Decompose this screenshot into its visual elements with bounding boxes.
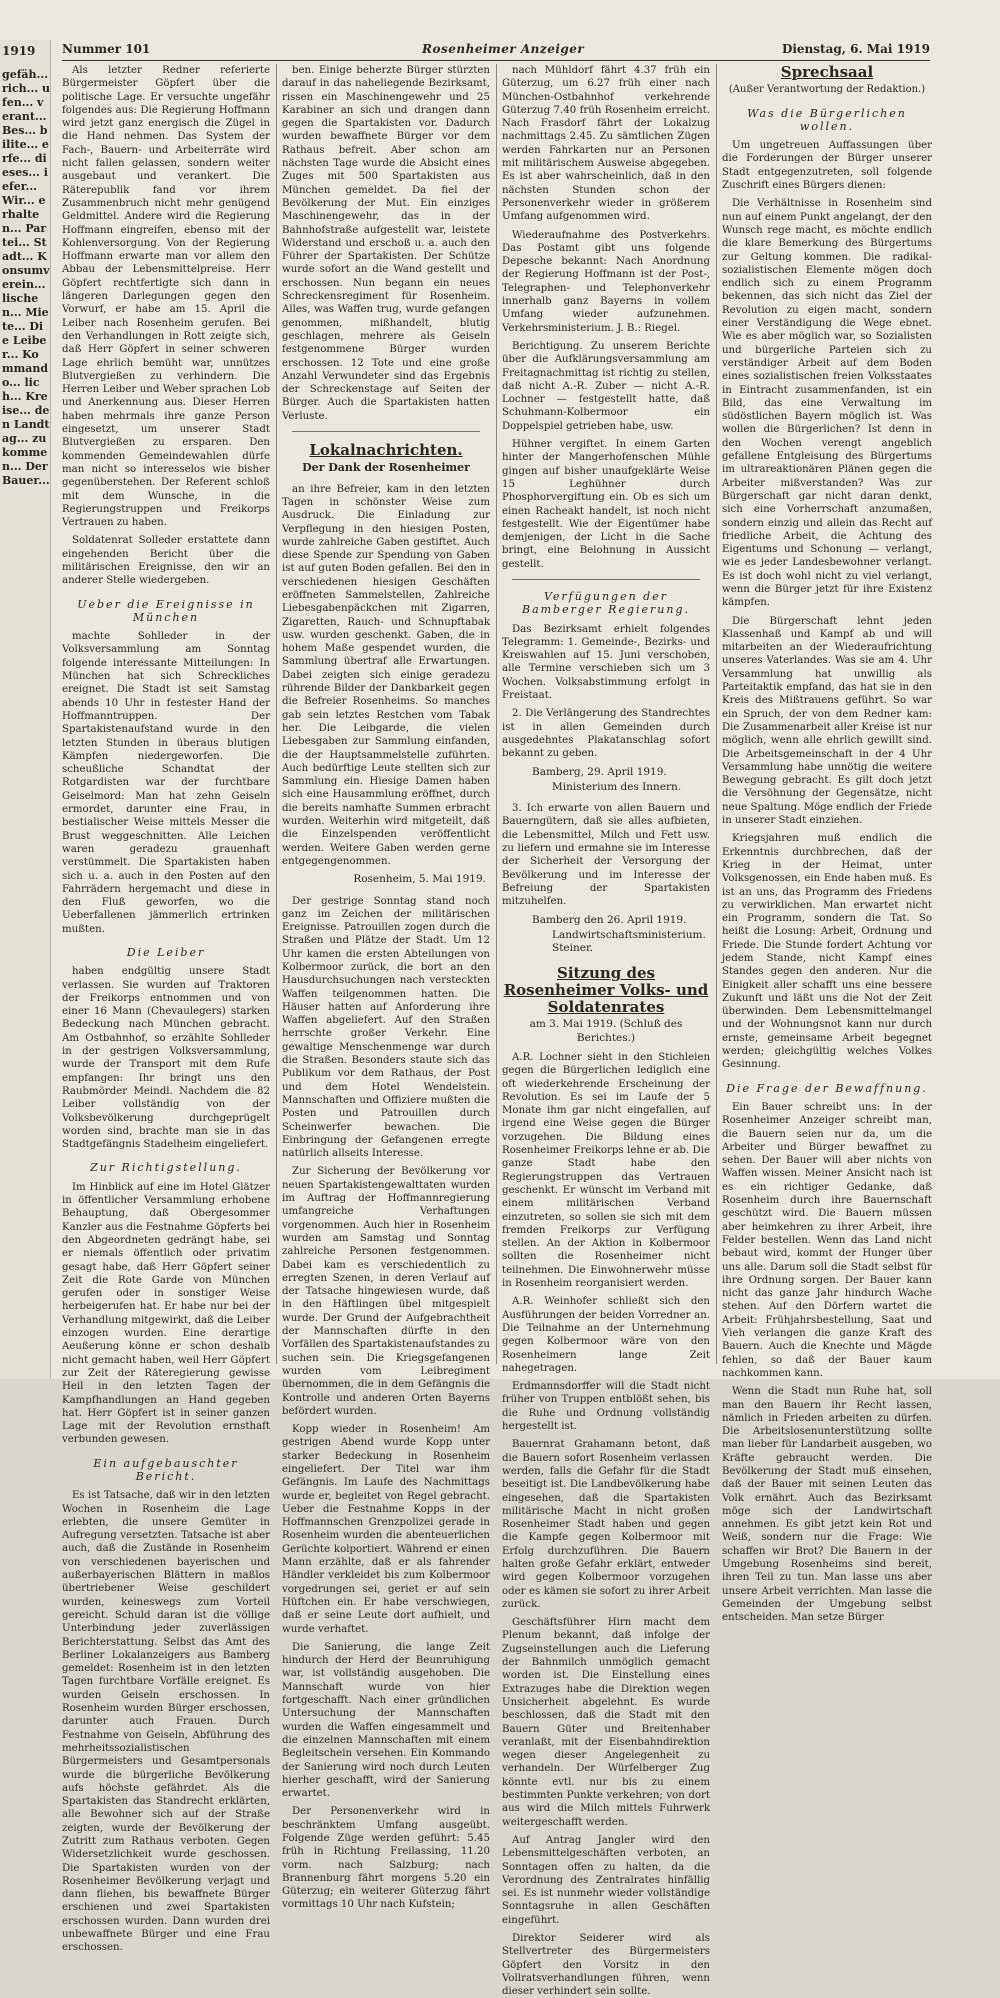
divider: [512, 579, 700, 580]
article-paragraph: Erdmannsdorffer will die Stadt nicht früher von Truppen entblößt sehen, bis die Ruhe und Ordnung vollständig hergestellt ist.: [502, 1381, 710, 1433]
article-paragraph: 2. Die Verlängerung des Standrechtes ist in allen Gemeinden durch ausgedehntes Plakatanschlag sofort bekannt zu geben.: [502, 708, 710, 760]
column-rule: [716, 64, 717, 1364]
article-paragraph: Zur Sicherung der Bevölkerung vor neuen Spartakistengewalttaten wurden im Auftrag der Hoffmannregierung umfangreiche Verhaftungen vorgenommen. Auch hier in Rosenheim wurden am Samstag und Sonntag zahlreiche Personen festgenommen. Dabei kam es verschiedentlich zu erregten Szenen, in deren Verlauf auf der Tatsache hingewiesen wurde, daß in den Häftlingen übel mitgespielt wurde. Der Grund der Aufgebrachtheit der Mannschaften dürfte in den Vorfällen des Spartakistenaufstandes zu suchen sein. Die Kriegsgefangenen wurden vom Leibregiment übernommen, die in dem Gefängnis die Kontrolle und anderen Orten Bayerns befördert wurden.: [282, 1166, 490, 1417]
article-paragraph: A.R. Weinhofer schließt sich den Ausführungen der beiden Vorredner an. Die Teilnahme an der Unternehmung gegen Kolbermoor wäre von den Rosenheimern lange Zeit nahegetragen.: [502, 1296, 710, 1374]
article-paragraph: Soldatenrat Solleder erstattete dann eingehenden Bericht über die militärischen Ereignisse, den wir an anderer Stelle wiedergeben.: [62, 535, 270, 587]
article-paragraph: Im Hinblick auf eine im Hotel Glätzer in öffentlicher Versammlung erhobene Behauptung, daß Obergesommer Kanzler aus die Festnahme Göpferts bei den Abgeordneten gedrängt habe, sei er niemals öffentlich oder privatim gesagt habe, daß Herr Göpfert seiner Zeit die Rote Garde von München gerufen oder in sonstiger Weise herbeigerufen hat. Er habe nur bei der Verhandlung mitgewirkt, daß die Leiber einzogen wurden. Eine derartige Aeußerung könne er schon deshalb nicht gemacht haben, weil Herr Göpfert zur Zeit der Räteregierung gewisse Heil in den letzten Tagen der Kampfhandlungen an Hand gegeben hat. Herr Göpfert ist in seiner ganzen Lage mit der Revolution ernsthaft verbunden gewesen.: [62, 1181, 270, 1446]
article-paragraph: an ihre Befreier, kam in den letzten Tagen in schönster Weise zum Ausdruck. Die Einladung zur Verpflegung in den hiesigen Posten, wurde zahlreiche Gaben gestiftet. Auch diese Spende zur Spendung von Gaben ist auf guten Boden gefallen. Bei den in verschiedenen hiesigen Geschäften eröffneten Sammelstellen, Zahlreiche Liebesgabenpäckchen mit Zigarren, Zigaretten, Rauch- und Schnupftabak usw. wurden geschenkt. Gaben, die in hohem Maße gespendet wurden, die Sammlung übertraf alle Erwartungen. Dabei zeigten sich einige geradezu rührende Bilder der Dankbarkeit gegen die Befreier Rosenheims. So manches gab sein letztes Restchen vom Tabak her. Die Leibgarde, die vielen Liebesgaben zur Sammlung einfanden, die der Hauptsammelstelle zuführten. Auch bedürftige Leute stellten sich zur Sammlung ein. Hiesige Damen haben sich eine Hausammlung eröffnet, durch die bereits namhafte Summen erbracht wurden. Weiterhin wird mitgeteilt, daß die Einzelspenden veröffentlicht werden. Weitere Gaben werden gerne entgegengenommen.: [282, 483, 490, 867]
column-rule: [276, 64, 277, 1364]
article-paragraph: machte Sohlleder in der Volksversammlung am Sonntag folgende interessante Mitteilungen: In München hat sich Schreckliches ereignet. Die Stadt ist seit Samstag abends 10 Uhr in festester Hand der Hoffmanntruppen. Der Spartakistenaufstand wurde in den letzten Stunden in überaus blutigen Kämpfen niedergeworfen. Die scheußliche Schandtat der Rotgardisten war der furchtbare Geiselmord: Man hat zehn Geiseln ermordet, darunter eine Frau, in bestialischer Weise mittels Messer die Brust weggeschnitten. Alle Leichen waren geradezu grauenhaft verstümmelt. Die Spartakisten haben sich u. a. auch in den Posten auf den Fahrrädern hergemacht und diese in den Fluß geworfen, wo die Ueberfallenen jämmerlich ertrinken mußten.: [62, 631, 270, 935]
previous-page-fragment: gefäh... rich... ufen... verant... Bes... bilite... erfe... dieses... iefer... Wir... erhalten... Partei... Stadt... Konsumverein... lischen... Miete... Die Leiber... Kommando... lich... Kreise... den Landtag... zu kommen... Der Bauer...: [2, 68, 50, 487]
article-paragraph: Wiederaufnahme des Postverkehrs. Das Postamt gibt uns folgende Depesche bekannt: Nach Anordnung der Regierung Hoffmann ist der Post-, Telegraphen- und Telephonverkehr innerhalb ganz Bayerns in vollem Umfang wieder aufzunehmen. Verkehrsministerium. J. B.: Riegel.: [502, 229, 710, 334]
article-paragraph: Um ungetreuen Auffassungen über die Forderungen der Bürger unserer Stadt entgegenzutreten, soll folgende Zuschrift eines Bürgers dienen:: [722, 140, 932, 192]
dateline: Rosenheim, 5. Mai 1919.: [353, 873, 486, 886]
article-paragraph: Berichtigung. Zu unserem Berichte über die Aufklärungsversammlung am Freitagnachmittag ist richtig zu stellen, daß nicht A.-R. Zuber — nicht A.-R. Lochner — festgestellt hatte, daß Schuhmann-Kolbermoor ein Doppelspiel getrieben habe, usw.: [502, 340, 710, 432]
column-3: [502, 64, 710, 1998]
column-4: [722, 63, 932, 1624]
article-paragraph: ben. Einige beherzte Bürger stürzten darauf in das naheliegende Bezirksamt, rissen ein Maschinengewehr und 25 Karabiner an sich und drangen dann gegen die Spartakisten vor. Dadurch wurden bewaffnete Bürger vor dem Rathaus befreit. Aber schon am nächsten Tage wurde die Absicht eines Zuges mit 500 Spartakisten aus München gemeldet. Da fiel der Bevölkerung der Mut. Ein einziges Maschinengewehr, das in der Bahnhofstraße aufgestellt war, leistete Widerstand und erschoß u. a. auch den Führer der Spartakisten. Der Schütze wurde sofort an die Wand gestellt und erschossen. Nun begann ein neues Schreckensregiment für Rosenheim. Alles, was Waffen trug, wurde gefangen genommen, mißhandelt, blutig geschlagen, mehrere als Geiseln festgenommene Bürger wurden erschossen. 12 Tote und eine große Anzahl Verwundeter sind das Ergebnis der Schreckenstage auf Seiten der Bürger. Auch die Spartakisten hatten Verluste.: [282, 65, 490, 422]
article-paragraph: 3. Ich erwarte von allen Bauern und Bauerngütern, daß sie alles aufbieten, die Lebensmittel, Milch und Fett usw. zu liefern und ermahne sie im Interesse der Sicherheit der Versorgung der Bevölkerung und im Interesse der Befreiung der Spartakisten mitzuhelfen.: [502, 803, 710, 908]
article-paragraph: Das Bezirksamt erhielt folgendes Telegramm: 1. Gemeinde-, Bezirks- und Kreiswahlen auf 15. Juni verschoben, alle Termine verschieben sich um 3 Wochen. Volksabstimmung erfolgt in Freistaat.: [502, 623, 710, 702]
section-heading: Die Frage der Bewaffnung.: [726, 1081, 928, 1095]
article-paragraph: Es ist Tatsache, daß wir in den letzten Wochen in Rosenheim die Lage erlebten, die unsere Gemüter in Aufregung versetzten. Tatsache ist aber auch, daß die Zustände in Rosenheim von verschiedenen bayerischen und außerbayerischen Blättern in maßlos übertriebener Weise geschildert wurden, keineswegs zum Vorteil gereicht. Schuld daran ist die völlige Unterbindung jeder zuverlässigen Berichterstattung. Selbst das Amt des Berliner Lokalanzeigers aus Bamberg gemeldet: Rosenheim ist in den letzten Tagen furchtbare Vorfälle ereignet. Es wurden Geiseln erschossen. In Rosenheim wurden Bürger erschossen, darunter auch Frauen. Durch Festnahme von Geiseln, Abführung des mehrheitssozialistischen Bürgermeisters und Gesamtpersonals wurde die bürgerliche Bevölkerung aufs höchste gefährdet. Als die Spartakisten das Standrecht erklärten, alle Bewohner sich auf der Straße zeigten, wurde der Bevölkerung der Zutritt zum Rathaus verboten. Gegen Widersetzlichkeit wurde geschossen. Die Spartakisten wurden von der Rosenheimer Bevölkerung verjagt und dann fliehen, bis bewaffnete Bürger erschienen und zwei Spartakisten erschossen wurden. Dann wurden drei unbewaffnete Bürger und eine Frau erschossen.: [62, 1490, 270, 1954]
previous-page-edge: [0, 40, 51, 1379]
article-paragraph: Der gestrige Sonntag stand noch ganz im Zeichen der militärischen Ereignisse. Patrouillen zogen durch die Straßen und Plätze der Stadt. Um 12 Uhr kamen die ersten Abteilungen von Kolbermoor zurück, die bort an den Hausdurchsuchungen nach versteckten Waffen teilgenommen hatten. Die Häuser hatten auf Anforderung ihre Waffen abgeliefert. Auf den Straßen herrschte großer Verkehr. Eine gewaltige Menschenmenge war durch die Straßen. Besonders staute sich das Publikum vor dem Rathaus, der Post und dem Hotel Wendelstein. Mannschaften und Offiziere mußten die Posten und Patrouillen durch Scheinwerfer bewachen. Die Einbringung der Gefangenen erregte natürlich allseits Interesse.: [282, 895, 490, 1160]
article-paragraph: Kriegsjahren muß endlich die Erkenntnis durchbrechen, daß der Krieg in der Heimat, unter Volksgenossen, ein Ende haben muß. Es ist an uns, das Programm des Friedens zu verwirklichen. Man erwartet nicht ein Programm, sondern die Tat. So heißt die Losung: Arbeit, Ordnung und Friede. Die Stunde fordert Achtung vor jedem Stande, nicht Kampf eines Standes gegen den anderen. Nur die Einigkeit aller schafft uns eine bessere Zukunft und läßt uns die Not der Zeit überwinden. Dem Lebensmittelmangel und der Wohnungsnot kann nur durch ernste, gemeinsame Arbeit begegnet werden; gleichgültig welches Volkes Gesinnung.: [722, 833, 932, 1071]
article-paragraph: Direktor Seiderer wird als Stellvertreter des Bürgermeisters Göpfert den Vorsitz in den Vollratsverhandlungen führen, wenn dieser verhindert sein sollte.: [502, 1933, 710, 1998]
section-title: Sprechsaal: [780, 63, 874, 81]
column-2: [282, 64, 490, 1911]
previous-page-year: 1919: [2, 44, 36, 58]
article-paragraph: Bauernrat Grahamann betont, daß die Bauern sofort Rosenheim verlassen werden, falls die Gefahr für die Stadt beseitigt ist. Die Landbevölkerung habe eingesehen, daß die Spartakisten militärische Macht in nicht großen Rosenheimer Stadt haben und gegen die Kampfe gegen Kolbermoor mit Erfolg durchzuführen. Die Bauern halten große Gefahr erklärt, entweder wird gegen Kolbermoor vorzugehen oder es kämen sie sofort zu ihrer Arbeit zurück.: [502, 1439, 710, 1610]
section-subtitle: am 3. Mai 1919. (Schluß des Berichtes.): [529, 1018, 683, 1044]
newspaper-title: Rosenheimer Anzeiger: [422, 42, 585, 56]
section-heading: Ein aufgebauschter Bericht.: [93, 1456, 239, 1483]
dateline: Bamberg, 29. April 1919.: [532, 765, 667, 778]
column-1: [62, 64, 270, 1954]
issue-date: Dienstag, 6. Mai 1919: [781, 42, 930, 56]
article-paragraph: Hühner vergiftet. In einem Garten hinter der Mangerhofenschen Mühle gingen auf bisher unaufgeklärte Weise 15 Leghühner durch Phosphorvergiftung ein. Ob es sich um einen Racheakt handelt, ist noch nicht festgestellt. Wie der Eigentümer habe demjenigen, der Licht in die Sache bringt, eine Belohnung in Aussicht gestellt.: [502, 439, 710, 570]
article-paragraph: Geschäftsführer Hirn macht dem Plenum bekannt, daß infolge der Zugseinstellungen auch die Lieferung der Bahnmilch unmöglich gemacht worden ist. Die Einstellung eines Extrazuges habe die Direktion wegen Unsicherheit abgelehnt. Es wurde beschlossen, daß die Stadt mit den Bauern Güter und Breitenhaber veranlaßt, mit der Eisenbahndirektion wegen dieser Angelegenheit zu verhandeln. Der Würfelberger Zug könnte evtl. nur bis zu einem bestimmten Punkte verkehren; von dort aus wird die Milch mittels Fuhrwerk weitergeschafft werden.: [502, 1617, 710, 1828]
article-paragraph: Die Sanierung, die lange Zeit hindurch der Herd der Beunruhigung war, ist vollständig ausgehoben. Die Mannschaft wurde von hier fortgeschafft. Nach einer gründlichen Untersuchung der Mannschaften wurden die Waffen eingesammelt und die einzelnen Mannschaften mit einem Begleitschein versehen. Ein Kommando der Sanierung wird noch durch Leuten hierher geschafft, wird der Sanierung erwartet.: [282, 1641, 490, 1800]
section-title: Sitzung des Rosenheimer Volks- und Soldatenrates: [503, 964, 709, 1017]
section-heading: Ueber die Ereignisse in München: [77, 597, 255, 624]
section-title: Lokalnachrichten.: [309, 441, 463, 460]
section-heading: Verfügungen der Bamberger Regierung.: [521, 589, 690, 617]
issue-number: Nummer 101: [62, 42, 151, 56]
signature: Landwirtschaftsministerium. Steiner.: [552, 928, 706, 955]
dateline: Bamberg den 26. April 1919.: [532, 913, 687, 926]
article-paragraph: Auf Antrag Jangler wird den Lebensmittelgeschäften verboten, an Sonntagen offen zu halten, da die Verordnung des Zentralrates hinfällig sei. Es ist nunmehr wieder vollständige Sonntagsruhe in allen Geschäften eingeführt.: [502, 1834, 710, 1926]
divider: [292, 431, 480, 432]
section-heading: Die Leiber: [126, 946, 206, 959]
column-rule: [496, 64, 497, 1364]
page-header: [62, 40, 930, 61]
section-heading: Was die Bürgerlichen wollen.: [747, 106, 907, 133]
article-paragraph: Die Bürgerschaft lehnt jeden Klassenhaß und Kampf ab und will mitarbeiten an der Wiederaufrichtung unseres Vaterlandes. Was sie am 4. Uhr Versammlung hat unwillig als Parteitaktik empfand, das hat sie in den Kreis des Mißtrauens geführt. So war ein Spruch, der von dem Redner kam: Die Zusammenarbeit aller Kreise ist nur möglich, wenn alle ehrlich gewillt sind. Die Arbeitsgemeinschaft in der 4 Uhr Versammlung habe unnötig die weitere Bewegung gebracht. Es gilt doch jetzt die Versöhnung der Gegensätze, nicht neue Spaltung. Möge endlich der Friede in unserer Stadt einziehen.: [722, 615, 932, 827]
article-paragraph: haben endgültig unsere Stadt verlassen. Sie wurden auf Traktoren der Freikorps entnommen und von einer 16 Mann (Chevaulegers) starken Bedeckung nach München gebracht. Am Ostbahnhof, so erzählte Sohlleder in der gestrigen Volksversammlung, wurde der Transport mit dem Rufe empfangen: Ihr bringt uns den Raubmörder Meindl. Nachdem die 82 Leiber vollständig von der Volksbevölkerung durchgeprügelt worden sind, brachte man sie in das Stadtgefängnis Stadelheim eingeliefert.: [62, 966, 270, 1151]
article-paragraph: nach Mühldorf fährt 4.37 früh ein Güterzug, um 6.27 früh einer nach München-Ostbahnhof verkehrende Güterzug 7.40 früh Rosenheim erreicht. Nach Frasdorf fährt der Lokalzug nachmittags 2.45. Zu sämtlichen Zügen werden Fahrkarten nur an Personen mit militärischem Ausweise abgegeben. Es ist aber wahrscheinlich, daß in den nächsten Stunden schon der Personenverkehr wieder in größerem Umfang aufgenommen wird.: [502, 65, 710, 223]
section-heading: Der Dank der Rosenheimer: [302, 461, 470, 475]
section-subtitle: (Außer Verantwortung der Redaktion.): [728, 84, 926, 96]
article-paragraph: Der Personenverkehr wird in beschränktem Umfang ausgeübt. Folgende Züge werden geführt: 5.45 früh in Richtung Freilassing, 11.20 vorm. nach Salzburg; nach Brannenburg fährt morgens 5.20 ein Güterzug; ein weiterer Güterzug fährt vormittags 10 Uhr nach Kufstein;: [282, 1806, 490, 1911]
section-heading: Zur Richtigstellung.: [90, 1161, 242, 1175]
article-paragraph: Die Verhältnisse in Rosenheim sind nun auf einem Punkt angelangt, der den Wunsch rege macht, es möchte endlich die klare Bemerkung des Bürgertums zur Geltung kommen. Die radikal-sozialistischen Elemente mögen doch endlich sich zu einem Programm bekennen, das sich nicht das Ziel der Revolution zu eigen macht, sondern einer Verständigung die Wege ebnet. Wie es aber möglich war, so Sozialisten und bürgerliche Parteien sich zu verständiger Arbeit auf dem Boden eines sozialistischen freien Volksstaates in Eintracht zusammenfanden, ist ein Bild, das eine Verwaltung im südöstlichen Bayern möglich ist. Was wollen die Bürgerlichen? Ist denn in den Wochen verengt angeblich gefallene Entgleisung des Bürgertums im ultrareaktionären Plänen gegen die Arbeiter mißverstanden? Was zur Bürgerschaft gar nicht daran denkt, sich eine Vorherrschaft anzumaßen, sondern einzig und allein das Recht auf friedliche Arbeit, die Achtung des Eigentums und Schonung — verlangt, wie es jeder Landesbewohner verlangt. Es ist doch wohl nicht zu viel verlangt, wenn die Bürger jetzt für ihre Existenz kämpfen.: [722, 198, 932, 609]
article-paragraph: Als letzter Redner referierte Bürgermeister Göpfert über die politische Lage. Er versuchte ungefähr folgendes aus: Die Regierung Hoffmann wird jetzt ganz energisch die Zügel in die Hand nehmen. Das System der Fach-, Bauern- und Arbeiterräte wird nicht fallen gelassen, sondern weiter ausgebaut und verankert. Die Räterepublik fand vor ihrem Zusammenbruch nicht mehr genügend Geldmittel. Andere wird die Regierung Hoffmann eingreifen, ebenso mit der Kohlenversorgung. Von der Regierung Hoffmann erwarte man vor allem den Abbau der Lebensmittelpreise. Herr Göpfert rechtfertigte sich dann in längeren Darlegungen gegen den Vorwurf, er habe am 15. April die Leiber nach Rosenheim gerufen. Bei den Verhandlungen in Rott zeigte sich, daß Herr Göpfert in seiner schweren Lage ehrlich bemüht war, unnützes Blutvergießen zu verhindern. Die Herren Leiber und Weber sprachen Lob und Anerkennung aus. Dieser Herren haben mehrmals ihre ganze Person eingesetzt, um unserer Stadt Blutvergießen zu ersparen. Den kommenden Gemeindewahlen dürfe man nicht so interesselos wie bisher gegenüberstehen. Der Referent schloß mit dem Wunsche, in die Regierungstruppen und Freikorps Vertrauen zu haben.: [62, 65, 270, 529]
article-paragraph: A.R. Lochner sieht in den Stichleien gegen die Bürgerlichen lediglich eine oft wiederkehrende Erscheinung der Revolution. Es sei im Laufe der 5 Monate ihm gar nicht eingefallen, auf irgend eine Weise gegen die Bürger vorzugehen. Die Bildung eines Rosenheimer Freikorps lehne er ab. Die ganze Stadt habe den Regierungstruppen das Vertrauen geschenkt. Er wünscht im Verband mit einem militärischen Verband einzutreten, so sollen sie sich mit dem fremden Freikorps zur Verfügung stellen. An der Aktion in Kolbermoor sollten die Rosenheimer nicht teilnehmen. Die Einwohnerwehr müsse in Rosenheim reorganisiert werden.: [502, 1052, 710, 1290]
signature: Ministerium des Innern.: [552, 780, 682, 793]
article-paragraph: Ein Bauer schreibt uns: In der Rosenheimer Anzeiger schreibt man, die Bauern seien nur da, um die Arbeiter und Bürger bewaffnet zu sehen. Der Bauer will aber nichts von Waffen wissen. Meiner Ansicht nach ist es ein richtiger Gedanke, daß Rosenheim durch ihre Bauernschaft geschützt wird. Die Bauern müssen aber heimkehren zu ihrer Arbeit, ihre Felder bestellen. Wenn das Land nicht bebaut wird, kommt der Hunger über uns alle. Darum soll die Stadt selbst für ihre Ordnung sorgen. Der Bauer kann nicht das ganze Jahr hindurch Wache stehen. Auf den Dörfern wartet die Arbeit: Frühjahrsbestellung, Saat und Vieh verlangen die ganze Kraft des Bauern. Auch die Knechte und Mägde fehlen, so daß der Bauer kaum nachkommen kann.: [722, 1101, 932, 1379]
article-paragraph: Wenn die Stadt nun Ruhe hat, soll man den Bauern ihr Recht lassen, nämlich in Frieden arbeiten zu dürfen. Die Arbeitslosenunterstützung sollte man lieber für Landarbeit ausgeben, wo Kräfte gebraucht werden. Die Bevölkerung der Stadt muß einsehen, daß der Bauer mit seinen Leuten das Volk ernährt. Auch das Bezirksamt möge sich der Landwirtschaft annehmen. Es gibt jetzt kein Rot und Weiß, sondern nur die Frage: Wie schaffen wir Brot? Die Bauern in der Umgebung Rosenheims sind bereit, ihren Teil zu tun. Man lasse uns aber unsere Arbeit verrichten. Man lasse die Gemeinden der Umgebung selbst entscheiden. Man setze Bürger: [722, 1386, 932, 1624]
article-paragraph: Kopp wieder in Rosenheim! Am gestrigen Abend wurde Kopp unter starker Bedeckung in Rosenheim eingeliefert. Der Titel war ihm Gefängnis. Im Laufe des Nachmittags wurde er, begleitet von Regel gebracht. Ueber die Festnahme Kopps in der Hoffmannschen Grenzpolizei gerade in Rosenheim wurden die abenteuerlichen Gerüchte kolportiert. Während er einen Mann erzählte, daß er als fahrender Händler verkleidet bis zum Kolbermoor vorgedrungen sei, geriet er auf sein Hüftchen ein. Er habe verschwiegen, daß er seine Leute dort aufhielt, und wurde verhaftet.: [282, 1424, 490, 1635]
